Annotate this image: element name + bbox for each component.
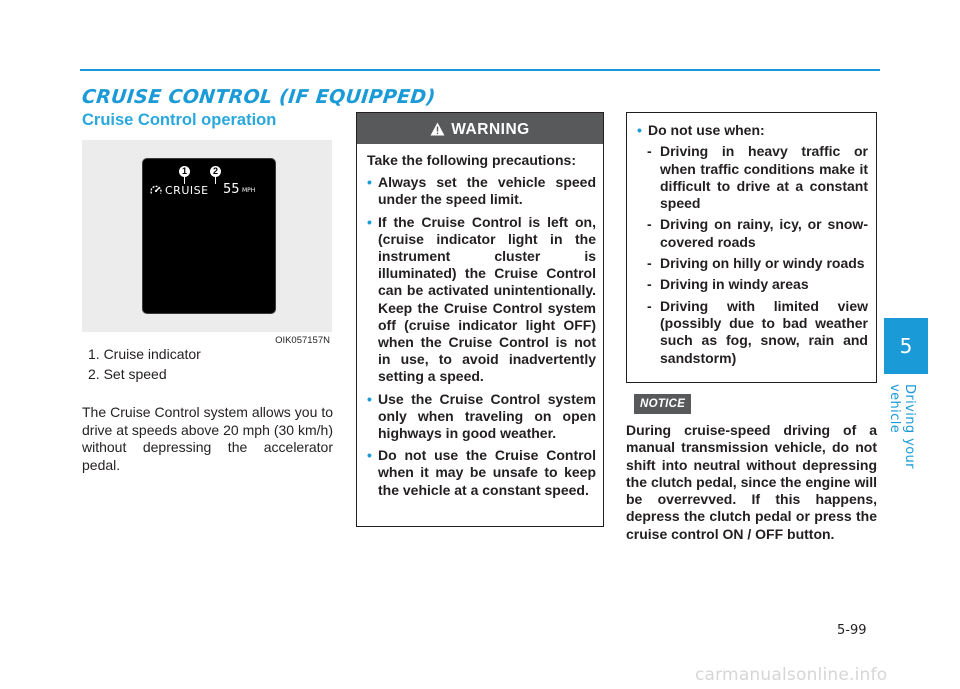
figure-code: OIK057157N: [275, 335, 330, 346]
chapter-tab: 5: [884, 318, 928, 374]
subsection-title: Cruise Control operation: [82, 111, 277, 129]
caution-item: - Driving on rainy, icy, or snow-covered roads: [647, 216, 868, 250]
top-rule: [80, 69, 880, 71]
caution-item: - Driving in heavy traffic or when traffic conditions make it difficult to drive at a constant speed: [647, 143, 868, 212]
watermark: carmanualsonline.info: [695, 665, 888, 685]
caution-item: - Driving on hilly or windy roads: [647, 255, 865, 272]
section-title: CRUISE CONTROL (IF EQUIPPED): [80, 86, 437, 108]
warning-list: [367, 174, 596, 499]
caution-item: - Driving in windy areas: [647, 276, 809, 293]
bullet-icon: •: [367, 213, 372, 230]
cruise-row: [149, 181, 273, 201]
legend-item: 1. Cruise indicator: [88, 346, 201, 362]
bullet-icon: •: [367, 390, 372, 407]
warning-title: WARNING: [451, 121, 530, 138]
warning-triangle-icon: [430, 122, 445, 136]
warning-item: • Use the Cruise Control system only when traveling on open highways in good weather.: [367, 390, 596, 442]
legend-item: 2. Set speed: [88, 366, 167, 382]
callout-2: 2: [210, 166, 221, 177]
body-paragraph: The Cruise Control system allows you to drive at speeds above 20 mph (30 km/h) without depressing the accelerator pedal.: [82, 404, 333, 473]
set-speed-unit: MPH: [242, 187, 256, 194]
instrument-cluster-display: [142, 158, 276, 314]
cruise-label: CRUISE: [165, 184, 209, 197]
warning-header: [357, 113, 603, 144]
warning-intro: Take the following precautions:: [367, 152, 576, 168]
warning-item: • Always set the vehicle speed under the speed limit.: [367, 174, 596, 208]
warning-item: • Do not use the Cruise Control when it may be unsafe to keep the vehicle at a constant speed.: [367, 447, 596, 498]
cluster-figure: [82, 140, 332, 346]
bullet-icon: •: [367, 174, 372, 191]
set-speed-value: 55: [223, 182, 240, 197]
notice-tag: NOTICE: [634, 394, 691, 414]
figure-legend: [88, 344, 201, 384]
notice-text: During cruise-speed driving of a manual transmission vehicle, do not shift into neutral without depressing the clutch pedal, since the engine will be overrevved. If this happens, depress the clutch pedal or press the cruise control ON / OFF button.: [626, 422, 877, 542]
caution-heading: • Do not use when:: [637, 122, 765, 138]
callout-1: 1: [179, 166, 190, 177]
bullet-icon: •: [367, 447, 372, 464]
cruise-indicator-icon: [149, 183, 163, 197]
warning-box: [356, 112, 604, 527]
caution-item: - Driving with limited view (possibly due to bad weather such as fog, snow, rain and sandstorm): [647, 297, 868, 366]
chapter-title: Driving your vehicle: [887, 384, 917, 469]
page-number: 5-99: [837, 623, 867, 638]
warning-body: [357, 144, 603, 499]
bullet-icon: •: [637, 122, 642, 138]
caution-list: [637, 143, 868, 367]
warning-item: • If the Cruise Control is left on, (cruise indicator light in the instrument cluster is illuminated) the Cruise Control can be activated unintentionally. Keep the Cruise Control system off (cruise indicator light OFF) when the Cruise Control is not in use, to avoid inadvertently setting a speed.: [367, 213, 596, 385]
caution-box: [626, 112, 877, 383]
